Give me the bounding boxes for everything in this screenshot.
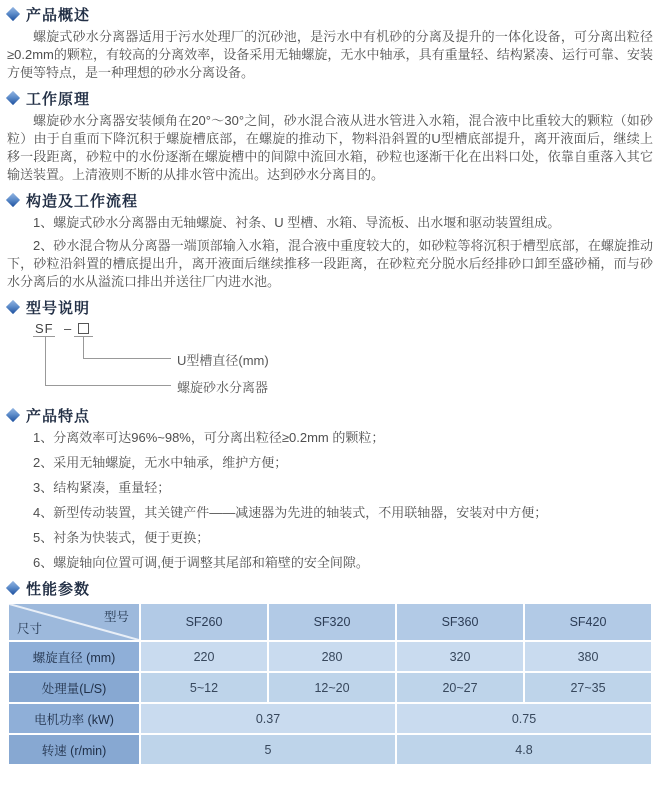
param-value-cell: 27~35 [525, 673, 651, 702]
diagram-label-groove-diameter: U型槽直径(mm) [177, 353, 269, 368]
diagram-line [45, 336, 46, 385]
table-corner-cell [9, 604, 139, 640]
section-title: 产品概述 [26, 6, 91, 24]
diagram-label-series-name: 螺旋砂水分离器 [177, 380, 269, 395]
structure-step: 2、砂水混合物从分离器一端顶部输入水箱，混合液中重度较大的，如砂粒等将沉积于槽型底部，在螺旋推动下，砂粒沿斜置的槽底提出升，离开液面后继续推移一段距离，在砂粒充分脱水后经排砂口卸至盛砂桶，而与砂水分离后的水从溢流口排出并送往厂内进水池。 [7, 238, 653, 289]
diamond-bullet-icon [6, 581, 20, 595]
model-header-cell: SF320 [269, 604, 395, 640]
param-value-cell: 320 [397, 642, 523, 671]
diagram-line [83, 336, 84, 358]
section-title: 构造及工作流程 [26, 192, 139, 210]
section-title: 产品特点 [26, 407, 91, 425]
table-row-rotation-speed [9, 735, 651, 764]
diagram-line [33, 336, 55, 337]
param-value-cell: 380 [525, 642, 651, 671]
model-header-cell: SF260 [141, 604, 267, 640]
feature-item: 5、衬条为快装式，便于更换； [33, 530, 210, 545]
feature-item: 2、采用无轴螺旋，无水中轴承，维护方便； [33, 455, 288, 470]
section-heading-structure [8, 192, 653, 208]
feature-item: 4、新型传动装置，其关键产件——减速器为先进的轴装式，不用联轴器，安装对中方便； [33, 505, 548, 520]
feature-item: 3、结构紧凑，重量轻； [33, 480, 171, 495]
diamond-bullet-icon [6, 7, 20, 21]
table-row-capacity [9, 673, 651, 702]
param-row-label: 电机功率 (kW) [9, 704, 139, 733]
feature-item: 1、分离效率可达96%~98%，可分离出粒径≥0.2mm 的颗粒； [33, 430, 385, 445]
param-value-cell: 220 [141, 642, 267, 671]
structure-step: 1、螺旋式砂水分离器由无轴螺旋、衬条、U 型槽、水箱、导流板、出水堰和驱动装置组成。 [33, 215, 561, 230]
param-value-cell: 4.8 [397, 735, 651, 764]
param-value-cell: 0.75 [397, 704, 651, 733]
param-value-cell: 5~12 [141, 673, 267, 702]
section-heading-parameters [8, 580, 653, 596]
model-code-dash: – [64, 321, 72, 336]
diagram-line [45, 385, 171, 386]
model-code-prefix: SF [35, 321, 54, 336]
corner-label-size: 尺寸 [17, 622, 43, 636]
table-header-row [9, 604, 651, 640]
table-row-screw-diameter [9, 642, 651, 671]
diagram-line [83, 358, 171, 359]
section-title: 性能参数 [26, 580, 91, 598]
principle-paragraph: 螺旋砂水分离器安装倾角在20°～30°之间，砂水混合液从进水管进入水箱，混合液中比重较大的颗粒（如砂粒）由于自重而下降沉积于螺旋槽底部，在螺旋的推动下，物料沿斜置的U型槽底部提升，离开液面后，继续上移一段距离，砂粒中的水份逐渐在螺旋槽中的间隙中流回水箱，砂粒也逐渐干化在出料口处，依靠自重落入其它输送装置。上清液则不断的从排水管中流出。达到砂水分离目的。 [7, 113, 653, 182]
section-heading-overview [8, 6, 653, 22]
param-value-cell: 280 [269, 642, 395, 671]
model-size-placeholder-box [78, 323, 89, 334]
param-value-cell: 0.37 [141, 704, 395, 733]
corner-label-model: 型号 [103, 610, 129, 624]
diamond-bullet-icon [6, 193, 20, 207]
param-row-label: 处理量(L/S) [9, 673, 139, 702]
param-value-cell: 20~27 [397, 673, 523, 702]
section-title: 型号说明 [26, 299, 91, 317]
section-heading-features [8, 407, 653, 423]
diamond-bullet-icon [6, 408, 20, 422]
param-value-cell: 5 [141, 735, 395, 764]
model-designation-diagram [7, 321, 653, 399]
param-value-cell: 12~20 [269, 673, 395, 702]
feature-item: 6、螺旋轴向位置可调,便于调整其尾部和箱壁的安全间隙。 [33, 555, 369, 570]
model-header-cell: SF420 [525, 604, 651, 640]
performance-parameters-table [7, 602, 653, 766]
table-row-motor-power [9, 704, 651, 733]
diamond-bullet-icon [6, 91, 20, 105]
section-heading-model [8, 299, 653, 315]
model-header-cell: SF360 [397, 604, 523, 640]
param-row-label: 螺旋直径 (mm) [9, 642, 139, 671]
param-row-label: 转速 (r/min) [9, 735, 139, 764]
diamond-bullet-icon [6, 300, 20, 314]
feature-list [7, 429, 653, 572]
section-title: 工作原理 [26, 90, 91, 108]
section-heading-principle [8, 90, 653, 106]
overview-paragraph: 螺旋式砂水分离器适用于污水处理厂的沉砂池，是污水中有机砂的分离及提升的一体化设备，可分离出粒径≥0.2mm的颗粒，有较高的分离效率，设备采用无轴螺旋，无水中轴承，具有重量轻、结构紧凑、运行可靠、安装方便等特点，是一种理想的砂水分离设备。 [7, 29, 653, 80]
